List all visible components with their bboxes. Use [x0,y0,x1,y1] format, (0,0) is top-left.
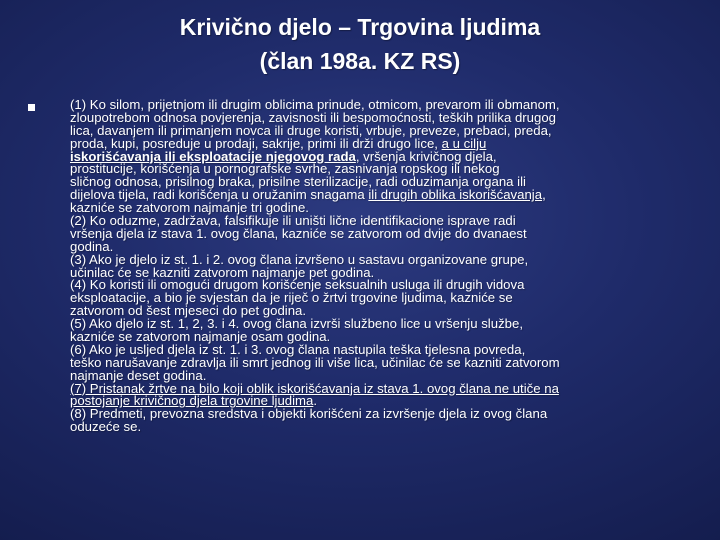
underlined-bold-text: iskorišćavanja ili eksploatacije njegovog rada [70,148,356,164]
text-line: (8) Predmeti, prevozna sredstva i objekti korišćeni za izvršenje djela iz ovog člana [70,406,548,422]
slide-title-line-1: Krivično djelo – Trgovina ljudima [179,14,541,40]
text-line: prostitucije, korišćenja u pornografske svrhe, zasnivanja ropskog ili nekog [70,161,500,177]
text-segment: , [542,187,546,203]
text-line: (2) Ko oduzme, zadržava, falsifikuje ili uništi lične identifikacione isprave radi [70,213,516,229]
text-line: eksploatacije, a bio je svjestan da je riječ o žrtvi trgovine ljudima, kazniće se [70,290,513,306]
text-line: kazniće se zatvorom najmanje tri godine. [70,200,309,216]
slide-title-line-2: (član 198a. KZ RS) [259,48,461,74]
text-line: lica, davanjem ili primanjem novca ili druge koristi, vrbuje, preveze, prebaci, preda, [70,122,552,138]
text-line: oduzeće se. [70,419,142,435]
text-line: zatvorom od šest mjeseci do pet godina. [70,303,307,319]
text-line: godina. [70,238,114,254]
text-line: vršenja djela iz stava 1. ovog člana, kazniće se zatvorom od dvije do dvanaest [70,225,527,241]
underlined-text: ili drugih oblika iskorišćavanja [368,187,543,203]
text-line: najmanje deset godina. [70,367,207,383]
slide-title [0,10,720,78]
text-segment: , vršenja krivičnog djela, [355,148,497,164]
text-line: učinilac će se kazniti zatvorom najmanje pet godina. [70,264,375,280]
text-line: zloupotrebom odnosa povjerenja, zavisnosti ili bespomoćnosti, teških prilika drugog [70,109,557,125]
text-line: kazniće se zatvorom najmanje osam godina. [70,329,331,345]
underlined-text: postojanje krivičnog djela trgovine ljudima [70,393,314,409]
text-line: (1) Ko silom, prijetnjom ili drugim oblicima prinude, otmicom, prevarom ili obmanom, [70,97,560,112]
underlined-text: a u cilju [441,135,487,151]
text-line: (5) Ako djelo iz st. 1, 2, 3. i 4. ovog člana izvrši službeno lice u vršenju službe, [70,316,523,332]
text-line: (6) Ako je uslјed djela iz st. 1. i 3. ovog člana nastupila teška tjelesna povreda, [70,341,526,357]
text-line: (4) Ko koristi ili omogući drugom korišćenje seksualnih usluga ili drugih vidova [70,277,525,293]
text-segment: proda, kupi, posreduje u prodaji, sakrije, primi ili drži drugo lice, [70,135,442,151]
underlined-text: (7) Pristanak žrtve na bilo koji oblik iskorišćavanja iz stava 1. ovog člana ne utiče na [70,380,559,396]
text-line: sličnog odnosa, prisilnog braka, prisilne sterilizacije, radi oduzimanja organa ili [70,174,526,190]
text-line: teško narušavanje zdravlja ili smrt jednog ili više lica, učinilac će se kazniti zatvorom [70,354,560,370]
law-text-paragraph [70,99,678,434]
text-line: (3) Ako je djelo iz st. 1. i 2. ovog člana izvršeno u sastavu organizovane grupe, [70,251,529,267]
bullet-square-icon [28,104,35,111]
text-segment: dijelova tijela, radi korišćenja u oružanim snagama [70,187,369,203]
text-segment: . [313,393,318,409]
